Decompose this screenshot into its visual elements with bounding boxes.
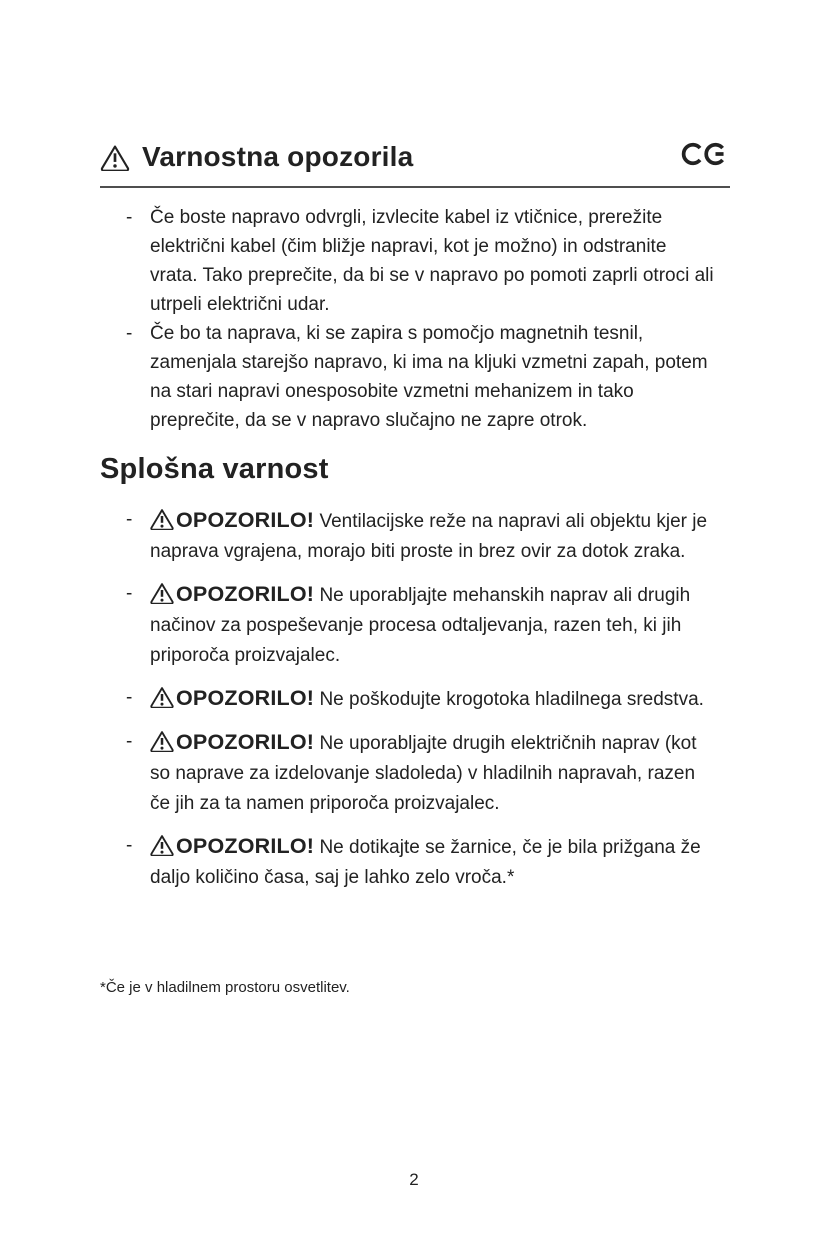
bullet-dash: - <box>126 731 133 752</box>
warning-triangle-icon <box>150 730 174 752</box>
warning-triangle-icon <box>100 144 130 171</box>
bullet-dash: - <box>126 583 133 604</box>
warning-triangle-icon <box>150 834 174 856</box>
bullet-text: Če bo ta naprava, ki se zapira s pomočjo magnetnih tesnil, zamenjala starejšo napravo, ki ima na kljuki vzmetni zapah, potem na stari napravi onesposobite vzmetni mehanizem in tako preprečite, da se v napravo slučajno ne zapre otrok. <box>150 323 708 431</box>
warning-label: OPOZORILO! <box>176 686 315 710</box>
page-header <box>100 140 730 174</box>
warning-label: OPOZORILO! <box>176 834 315 858</box>
bullet-dash: - <box>126 509 133 530</box>
warning-item <box>100 683 730 715</box>
bullet-dash: - <box>126 323 133 344</box>
list-item <box>100 319 730 435</box>
warning-label: OPOZORILO! <box>176 582 315 606</box>
bullet-dash: - <box>126 207 133 228</box>
warning-triangle-icon <box>150 582 174 604</box>
page-number: 2 <box>409 1170 419 1189</box>
warning-text: Ventilacijske reže na napravi ali objektu kjer je naprava vgrajena, morajo biti proste in brez ovir za dotok zraka. <box>150 511 708 562</box>
warning-triangle-icon <box>150 686 174 708</box>
warning-text: Ne uporabljajte drugih električnih naprav (kot so naprave za izdelovanje sladoleda) v hladilnih napravah, razen če jih za ta namen priporoča proizvajalec. <box>150 733 697 814</box>
page-header-left <box>100 140 680 174</box>
bullet-dash: - <box>126 687 133 708</box>
warning-label: OPOZORILO! <box>176 730 315 754</box>
warning-text: Ne poškodujte krogotoka hladilnega sredstva. <box>319 689 704 710</box>
list-item <box>100 203 730 319</box>
bullet-text: Če boste napravo odvrgli, izvlecite kabel iz vtičnice, prerežite električni kabel (čim bližje napravi, kot je možno) in odstranite vrata. Tako preprečite, da bi se v napravo po pomoti zaprli otroci ali utrpeli električni udar. <box>150 207 714 315</box>
warning-item <box>100 727 730 819</box>
warning-triangle-icon <box>150 508 174 530</box>
header-divider <box>100 186 730 188</box>
footnote: *Če je v hladilnem prostoru osvetlitev. <box>100 979 350 996</box>
section-title: Splošna varnost <box>100 453 329 485</box>
warning-text: Ne uporabljajte mehanskih naprav ali drugih načinov za pospeševanje procesa odtaljevanja, razen teh, ki jih priporoča proizvajalec. <box>150 585 691 666</box>
warning-label: OPOZORILO! <box>176 508 315 532</box>
warning-list <box>100 505 730 893</box>
intro-bullet-list <box>100 203 730 435</box>
page-title: Varnostna opozorila <box>142 141 414 172</box>
warning-text: Ne dotikajte se žarnice, če je bila prižgana že daljo količino časa, saj je lahko zelo vroča.* <box>150 837 701 888</box>
warning-item <box>100 831 730 893</box>
warning-item <box>100 579 730 671</box>
bullet-dash: - <box>126 835 133 856</box>
warning-item <box>100 505 730 567</box>
ce-mark-icon <box>680 140 730 168</box>
